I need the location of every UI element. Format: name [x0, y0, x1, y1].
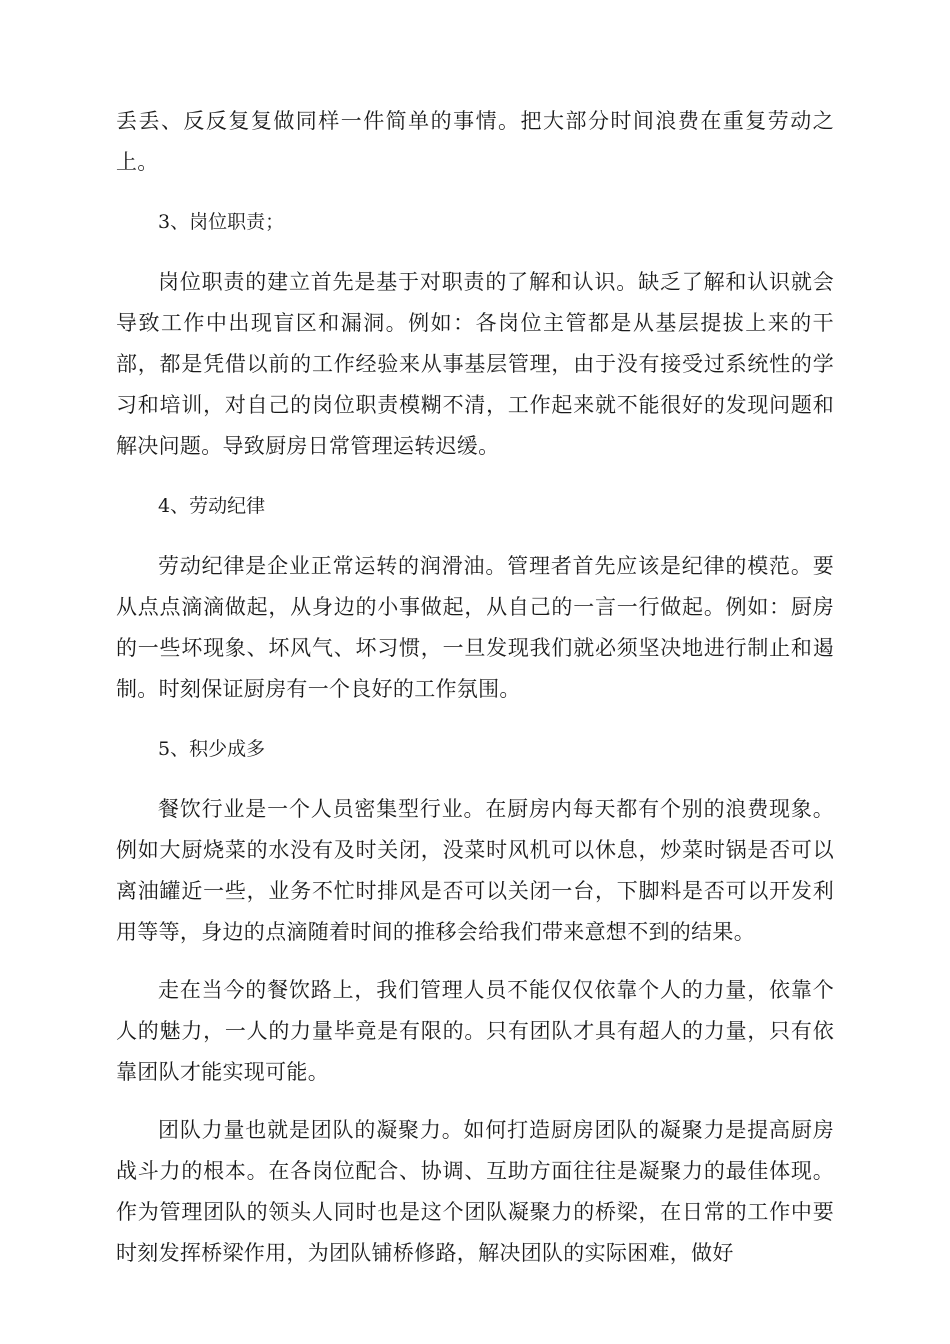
section-heading-4: 4、劳动纪律 [158, 495, 266, 517]
paragraph-job-duties: 岗位职责的建立首先是基于对职责的了解和认识。缺乏了解和认识就会导致工作中出现盲区和漏洞。例如：各岗位主管都是从基层提拔上来的干部，都是凭借以前的工作经验来从事基层管理，由于没有接受过系统性的学习和培训，对自己的岗位职责模糊不清，工作起来就不能很好的发现问题和解决问题。导致厨房日常管理运转迟缓。 [116, 270, 834, 458]
document-body [116, 101, 834, 1274]
paragraph-team-cohesion: 团队力量也就是团队的凝聚力。如何打造厨房团队的凝聚力是提高厨房战斗力的根本。在各岗位配合、协调、互助方面往往是凝聚力的最佳体现。作为管理团队的领头人同时也是这个团队凝聚力的桥梁，在日常的工作中要时刻发挥桥梁作用，为团队铺桥修路，解决团队的实际困难，做好 [116, 1118, 834, 1265]
section-heading-5: 5、积少成多 [158, 738, 266, 760]
paragraph-team-power: 走在当今的餐饮路上，我们管理人员不能仅仅依靠个人的力量，依靠个人的魅力，一人的力量毕竟是有限的。只有团队才具有超人的力量，只有依靠团队才能实现可能。 [116, 978, 834, 1084]
section-heading-3: 3、岗位职责； [158, 211, 285, 233]
paragraph-accumulation: 餐饮行业是一个人员密集型行业。在厨房内每天都有个别的浪费现象。例如大厨烧菜的水没有及时关闭，没菜时风机可以休息，炒菜时锅是否可以离油罐近一些，业务不忙时排风是否可以关闭一台，下脚料是否可以开发利用等等，身边的点滴随着时间的推移会给我们带来意想不到的结果。 [116, 797, 834, 944]
paragraph-labor-discipline: 劳动纪律是企业正常运转的润滑油。管理者首先应该是纪律的模范。要从点点滴滴做起，从身边的小事做起，从自己的一言一行做起。例如：厨房的一些坏现象、坏风气、坏习惯，一旦发现我们就必须坚决地进行制止和遏制。时刻保证厨房有一个良好的工作氛围。 [116, 554, 834, 701]
paragraph-continued: 丢丢、反反复复做同样一件简单的事情。把大部分时间浪费在重复劳动之上。 [116, 109, 834, 174]
